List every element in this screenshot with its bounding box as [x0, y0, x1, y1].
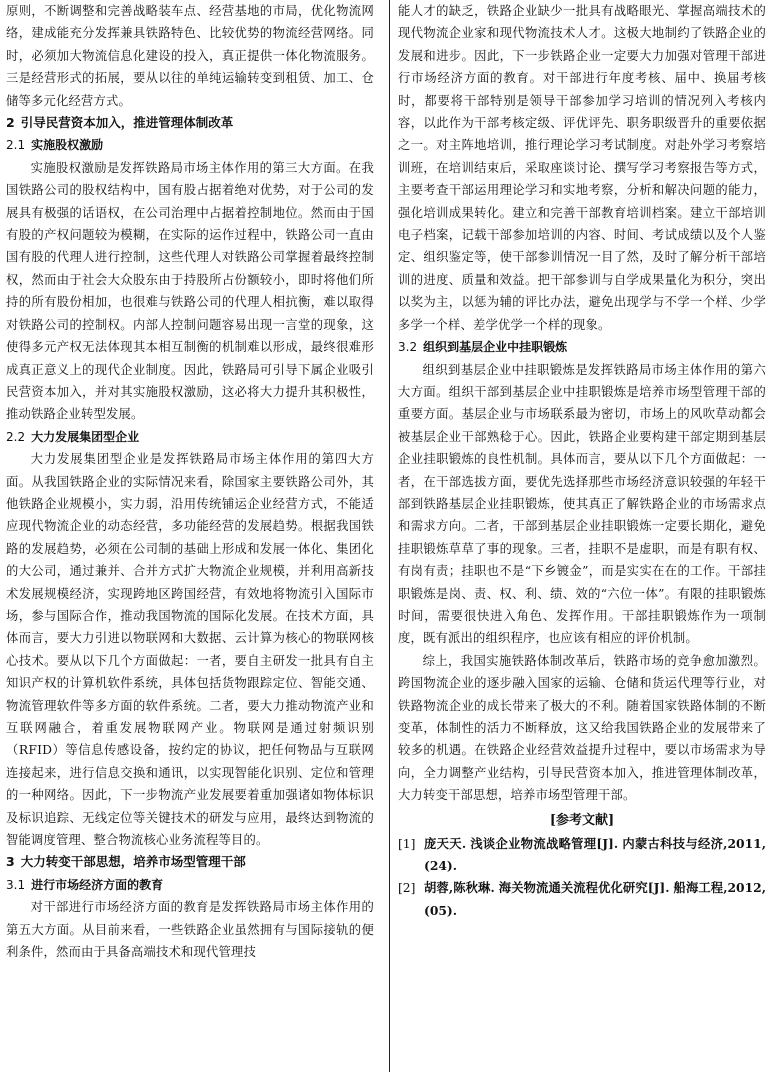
reference-text	[424, 833, 766, 878]
section-number: 2	[6, 115, 15, 131]
subsection-number: 2.1	[6, 138, 26, 153]
section-2-2-heading	[6, 426, 374, 448]
reference-item	[398, 877, 766, 922]
subsection-title: 组织到基层企业中挂职锻炼	[423, 340, 568, 355]
subsection-title: 实施股权激励	[31, 138, 104, 153]
reference-index: [1]	[398, 836, 416, 851]
reference-source: 船海工程,2012,(05).	[424, 880, 766, 918]
section-3-2-heading	[398, 336, 766, 358]
left-column	[6, 0, 374, 1072]
section-title: 大力转变干部思想，培养市场型管理干部	[20, 854, 246, 870]
section-3-heading	[6, 851, 374, 873]
subsection-title: 大力发展集团型企业	[31, 429, 140, 444]
section-title: 引导民营资本加入，推进管理体制改革	[20, 115, 234, 131]
reference-title: 海关物流通关流程优化研究[J].	[498, 880, 670, 896]
reference-authors: 胡蓉,陈秋琳.	[424, 880, 495, 896]
continued-paragraph: 能人才的缺乏，铁路企业缺少一批具有战略眼光、掌握高端技术的现代物流企业家和现代物流技术人才。这极大地制约了铁路企业的发展和进步。因此，下一步铁路企业一定要大力加强对管理干部进行市场经济方面的教育。对干部进行年度考核、届中、换届考核时，都要将干部特别是领导干部参加学习培训的情况列入考核内容，以此作为干部考核定级、评优评先、职务职级晋升的重要依据之一。对主阵地培训，推行理论学习考试制度。对赴外学习考察培训班，在培训结束后，采取座谈讨论、撰写学习考察报告等方式，主要考查干部运用理论学习和实地考察，分析和解决问题的能力，强化培训成果转化。建立和完善干部教育培训档案。建立干部培训电子档案，记载干部参加培训的内容、时间、考试成绩以及个人鉴定、组织鉴定等，使干部参训情况一目了然，及时了解分析干部培训的进度、质量和效益。把干部参训与自学成果量化为积分，突出以奖为主，以惩为辅的评比办法，避免出现学与不学一个样、少学多学一个样、差学优学一个样的现象。	[398, 4, 766, 332]
reference-item	[398, 833, 766, 878]
references-heading: [参考文献]	[549, 812, 615, 828]
reference-source: 内蒙古科技与经济,2011,(24).	[424, 835, 766, 874]
section-2-2-paragraph: 大力发展集团型企业是发挥铁路局市场主体作用的第四大方面。从我国铁路企业的实际情况来看，除国家主要铁路公司外，其他铁路企业规模小，实力弱，沿用传统铺运企业经营方式，不能适应现代物流企业的动态经营，多功能经营的发展趋势。根据我国铁路的发展趋势，必须在公司制的基础上形成和发展一体化、集团化的大公司，通过兼并、合并方式扩大物流企业规模，并利用高新技术发展规模经济，实现跨地区跨国经营，有效地将物流引入国际市场，参与国际合作，推动我国物流的国际化发展。在技术方面，具体而言，要大力引进以物联网和大数据、云计算为核心的物联网核心技术。要从以下几个方面做起：一者，要自主研发一批具有自主知识产权的计算机软件系统，具体包括货物跟踪定位、智能交通、物流管理软件等多方面的软件系统。二者，要大力推动物流产业和互联网融合，着重发展物联网产业。物联网是通过射频识别（RFID）等信息传感设备，按约定的协议，把任何物品与互联网连接起来，进行信息交换和通讯，以实现智能化识别、定位和管理的一种网络。因此，下一步物流产业发展要着重加强诸如物体标识及标识追踪、无线定位等关键技术的研发与应用，最终达到物流的智能调度管理、整合物流核心业务流程等目的。	[6, 452, 374, 848]
section-3-1-paragraph: 对干部进行市场经济方面的教育是发挥铁路局市场主体作用的第五大方面。从目前来看，一些铁路企业虽然拥有与国际接轨的便利条件，然而由于具备高端技术和现代管理技	[6, 900, 374, 960]
section-number: 3	[6, 854, 15, 870]
reference-title: 浅谈企业物流战略管理[J].	[470, 835, 619, 851]
reference-authors: 庞天天.	[424, 835, 467, 851]
section-3-2-paragraph: 组织到基层企业中挂职锻炼是发挥铁路局市场主体作用的第六大方面。组织干部到基层企业中挂职锻炼是培养市场型管理干部的重要方面。基层企业与市场联系最为密切，市场上的风吹草动都会被基层企业干部熟稔于心。因此，铁路企业要构建干部定期到基层企业挂职锻炼的良性机制。具体而言，要从以下几个方面做起：一者，在干部选拔方面，要优先选择那些市场经济意识较强的年轻干部到铁路基层企业挂职锻炼，使其真正了解铁路企业的市场需求点和需求方向。二者，干部到基层企业挂职锻炼一定要长期化，避免挂职锻炼草草了事的现象。三者，挂职不是虚职，而是有职有权、有岗有责；挂职也不是“下乡镀金”，而是实实在在的工作。干部挂职锻炼是岗、责、权、利、绩、效的“六位一体”。有限的挂职锻炼时间，需要很快进入角色、发挥作用。干部挂职锻炼作为一项制度，既有派出的组织程序，也应该有相应的评价机制。	[398, 362, 766, 646]
section-2-1-heading	[6, 134, 374, 156]
reference-index: [2]	[398, 881, 416, 896]
reference-text	[424, 877, 766, 922]
section-3-1-heading	[6, 874, 374, 896]
subsection-number: 3.1	[6, 877, 26, 892]
conclusion-paragraph: 综上，我国实施铁路体制改革后，铁路市场的竞争愈加激烈。跨国物流企业的逐步融入国家的运输、仓储和货运代理等行业，对铁路物流企业的成长带来了极大的不利。随着国家铁路体制的不断变革，体制性的活力不断释放，这又给我国铁路企业的发展带来了较多的机遇。在铁路企业经营效益提升过程中，要以市场需求为导向，全力调整产业结构，引导民营资本加入，推进管理体制改革，大力转变干部思想，培养市场型管理干部。	[398, 653, 766, 803]
section-2-1-paragraph: 实施股权激励是发挥铁路局市场主体作用的第三大方面。在我国铁路公司的股权结构中，国有股占据着绝对优势，对于公司的发展具有极强的话语权，在公司治理中占据着控制地位。然而由于国有股的产权问题较为模糊，在实际的运作过程中，铁路公司一直由国有股的代理人进行控制，这些代理人对铁路公司掌握着最终控制权，然而由于社会大众股东由于持股所占份额较小，即时将他们所持的所有股份相加，也很难与铁路公司的代理人相抗衡，难以取得对铁路公司的控制权。内部人控制问题容易出现一言堂的现象，这使得多元产权无法体现其本相互制衡的机制难以形成，最终很难形成真正意义上的现代企业制度。因此，铁路局可引导下属企业吸引民营资本加入，并对其实施股权激励，这必将大力提升其积极性，推动铁路企业转型发展。	[6, 160, 374, 422]
subsection-title: 进行市场经济方面的教育	[31, 877, 164, 892]
section-2-heading	[6, 112, 374, 134]
column-divider	[389, 0, 390, 1072]
right-column	[398, 0, 766, 1072]
intro-paragraph: 原则，不断调整和完善战略装车点、经营基地的市局，优化物流网络，建成能充分发挥兼具铁路特色、比较优势的物流经营网络。同时，必须加大物流信息化建设的投入，真正提供一体化物流服务。三是经营形式的拓展，要从以往的单纯运输转变到租赁、加工、仓储等多元化经营方式。	[6, 4, 374, 108]
subsection-number: 3.2	[398, 340, 418, 355]
subsection-number: 2.2	[6, 429, 26, 444]
